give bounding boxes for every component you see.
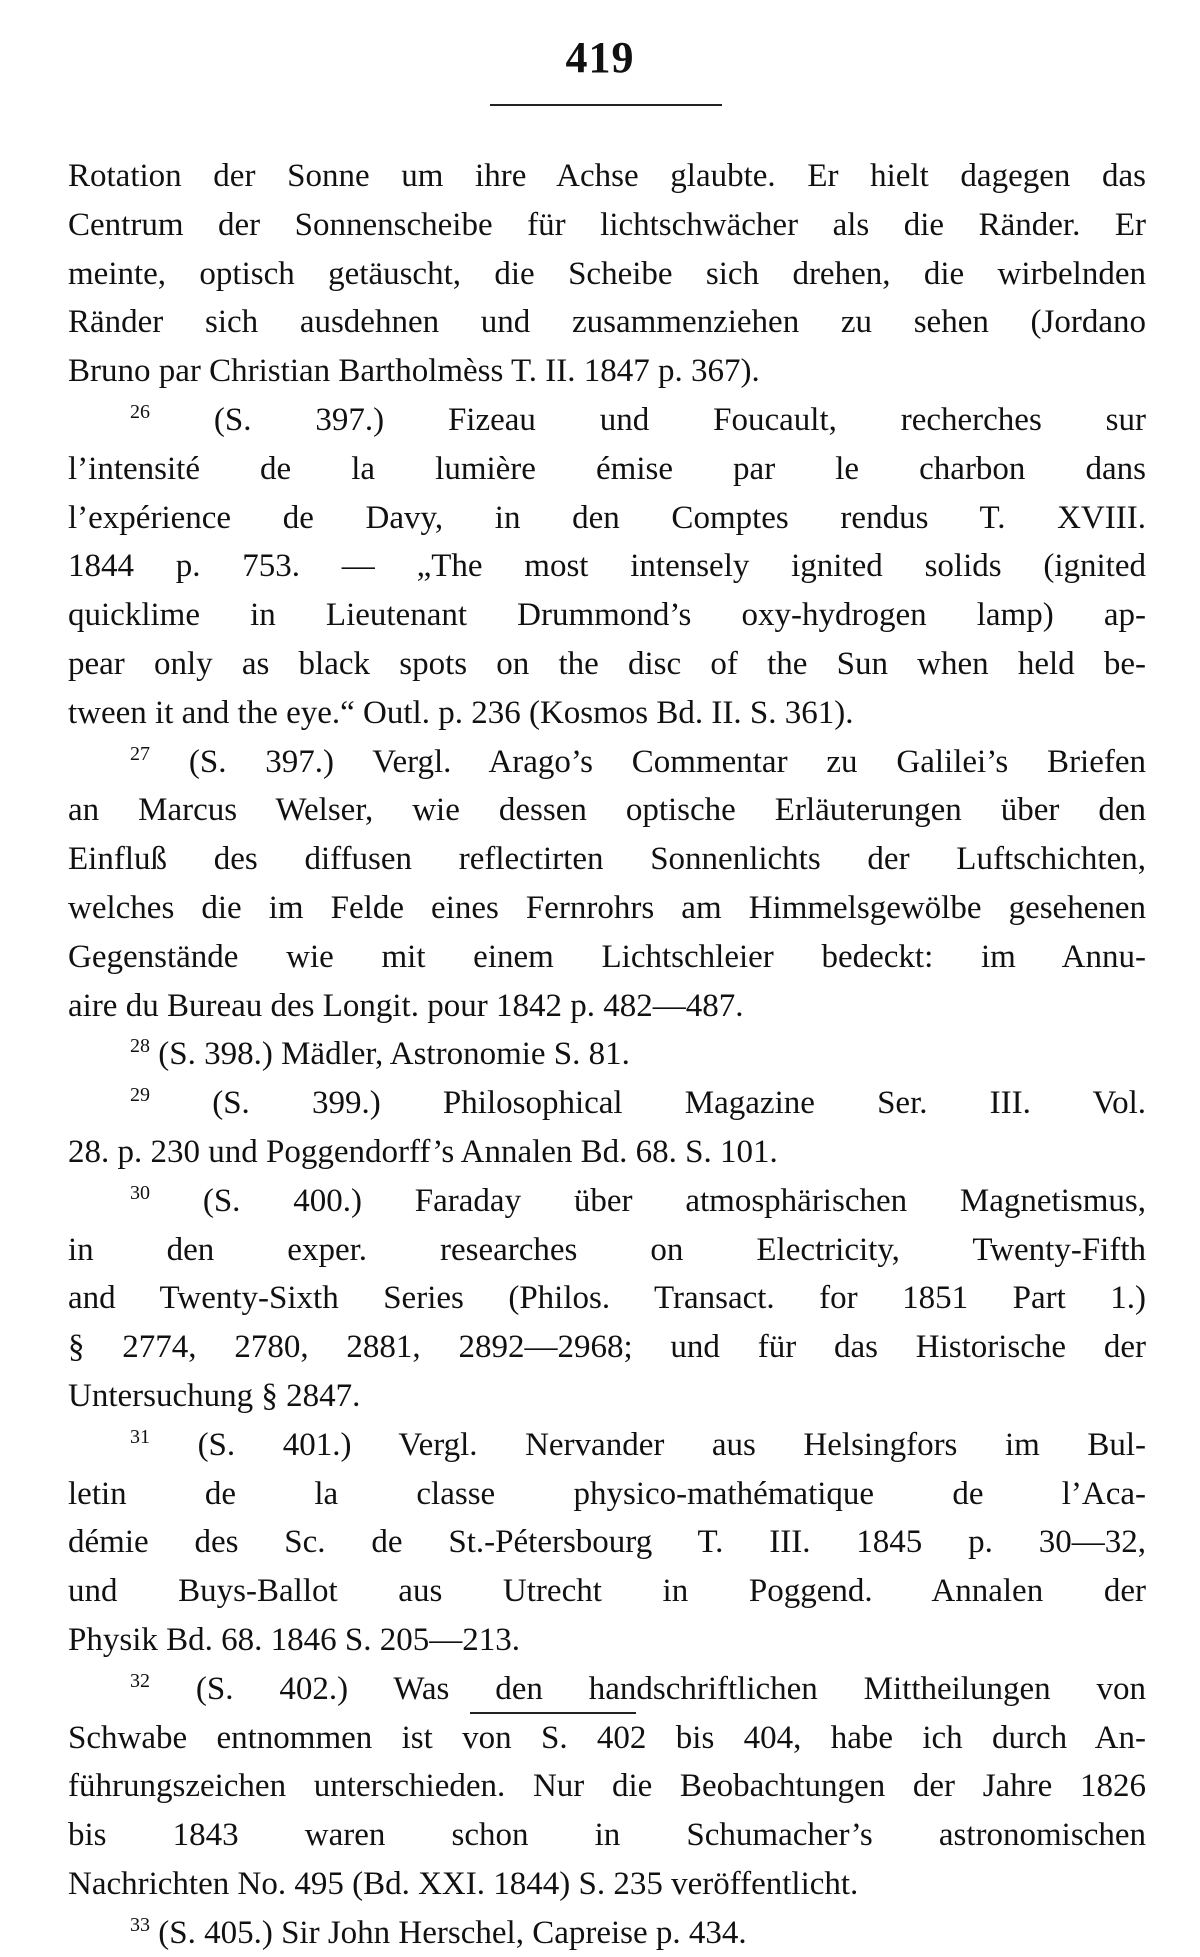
page-number: 419 — [565, 33, 635, 82]
text-line — [68, 1030, 1146, 1079]
footnote-number: 27 — [130, 742, 150, 765]
line-text: pear only as black spots on the disc of the Sun when held be- — [68, 645, 1146, 682]
line-text: Gegenstände wie mit einem Lichtschleier bedeckt: im Annu- — [68, 938, 1146, 975]
line-text: démie des Sc. de St.-Pétersbourg T. III. 1845 p. 30—32, — [68, 1524, 1146, 1561]
text-line — [68, 1128, 1146, 1177]
line-text: (S. 405.) Sir John Herschel, Capreise p. 434. — [158, 1914, 747, 1951]
line-text: letin de la classe physico-mathématique de l’Aca- — [68, 1475, 1146, 1512]
footnote-number: 32 — [130, 1669, 150, 1692]
text-line — [68, 884, 1146, 933]
line-text: and Twenty-Sixth Series (Philos. Transact. for 1851 Part 1.) — [68, 1280, 1146, 1317]
line-text: (S. 400.) Faraday über atmosphärischen Magnetismus, — [202, 1182, 1146, 1219]
text-line — [68, 689, 1146, 738]
line-text: l’expérience de Davy, in den Comptes rendus T. XVIII. — [68, 499, 1146, 536]
line-text: l’intensité de la lumière émise par le charbon dans — [68, 450, 1146, 487]
line-text: aire du Bureau des Longit. pour 1842 p. 482—487. — [68, 987, 744, 1024]
text-line — [68, 1665, 1146, 1714]
text-line — [68, 738, 1146, 787]
line-text: an Marcus Welser, wie dessen optische Erläuterungen über den — [68, 792, 1146, 829]
text-line — [68, 591, 1146, 640]
line-text: 1844 p. 753. — „The most intensely ignited solids (ignited — [68, 548, 1146, 585]
line-text: (S. 401.) Vergl. Nervander aus Helsingfors im Bul- — [197, 1426, 1146, 1463]
text-line — [68, 494, 1146, 543]
footnotes-text — [68, 152, 1146, 1957]
text-line — [68, 1274, 1146, 1323]
text-line — [68, 445, 1146, 494]
line-text: bis 1843 waren schon in Schumacher’s astronomischen — [68, 1817, 1146, 1854]
line-text: Rotation der Sonne um ihre Achse glaubte. Er hielt dagegen das — [68, 158, 1146, 194]
text-line — [68, 347, 1146, 396]
text-line — [68, 1226, 1146, 1275]
line-text: führungszeichen unterschieden. Nur die Beobachtungen der Jahre 1826 — [68, 1768, 1146, 1805]
text-line — [68, 1323, 1146, 1372]
footnote-number: 31 — [130, 1425, 150, 1448]
line-text: Ränder sich ausdehnen und zusammenziehen zu sehen (Jordano — [68, 304, 1146, 341]
line-text: und Buys-Ballot aus Utrecht in Poggend. Annalen der — [68, 1573, 1146, 1610]
text-line — [68, 1079, 1146, 1128]
line-text: § 2774, 2780, 2881, 2892—2968; und für das Historische der — [68, 1329, 1146, 1366]
text-line — [68, 201, 1146, 250]
text-line — [68, 786, 1146, 835]
line-text: (S. 397.) Vergl. Arago’s Commentar zu Galilei’s Briefen — [188, 743, 1146, 780]
footnote-number: 26 — [130, 400, 150, 423]
text-line — [68, 1811, 1146, 1860]
text-line — [68, 1762, 1146, 1811]
text-line — [68, 1909, 1146, 1957]
text-line — [68, 1470, 1146, 1519]
text-line — [68, 640, 1146, 689]
line-text: Schwabe entnommen ist von S. 402 bis 404, habe ich durch An- — [68, 1719, 1146, 1756]
line-text: 28. p. 230 und Poggendorff’s Annalen Bd. 68. S. 101. — [68, 1133, 778, 1170]
text-line — [68, 982, 1146, 1031]
line-text: (S. 399.) Philosophical Magazine Ser. III. Vol. — [212, 1085, 1146, 1122]
text-line — [68, 835, 1146, 884]
footnote-number: 29 — [130, 1084, 150, 1107]
text-line — [68, 1421, 1146, 1470]
line-text: (S. 398.) Mädler, Astronomie S. 81. — [158, 1036, 630, 1073]
line-text: meinte, optisch getäuscht, die Scheibe sich drehen, die wirbelnden — [68, 255, 1146, 292]
line-text: Physik Bd. 68. 1846 S. 205—213. — [68, 1621, 520, 1658]
text-line — [68, 152, 1146, 201]
line-text: (S. 397.) Fizeau und Foucault, recherches sur — [213, 401, 1146, 438]
text-line — [68, 396, 1146, 445]
line-text: Untersuchung § 2847. — [68, 1377, 361, 1414]
text-line — [68, 542, 1146, 591]
text-line — [68, 1372, 1146, 1421]
text-line — [68, 250, 1146, 299]
line-text: Centrum der Sonnenscheibe für lichtschwächer als die Ränder. Er — [68, 206, 1146, 243]
text-line — [68, 1616, 1146, 1665]
line-text: Nachrichten No. 495 (Bd. XXI. 1844) S. 235 veröffentlicht. — [68, 1865, 859, 1902]
text-line — [68, 298, 1146, 347]
footer-rule — [470, 1712, 636, 1714]
text-line — [68, 1567, 1146, 1616]
line-text: welches die im Felde eines Fernrohrs am Himmelsgewölbe gesehenen — [68, 889, 1146, 926]
text-line — [68, 1860, 1146, 1909]
line-text: Bruno par Christian Bartholmèss T. II. 1847 p. 367). — [68, 353, 760, 390]
line-text: quicklime in Lieutenant Drummond’s oxy-hydrogen lamp) ap- — [68, 597, 1146, 634]
text-line — [68, 1518, 1146, 1567]
footnote-number: 28 — [130, 1035, 150, 1058]
text-line — [68, 1177, 1146, 1226]
text-line — [68, 933, 1146, 982]
text-line — [68, 1714, 1146, 1763]
footnote-number: 30 — [130, 1181, 150, 1204]
line-text: in den exper. researches on Electricity, Twenty-Fifth — [68, 1231, 1146, 1268]
line-text: tween it and the eye.“ Outl. p. 236 (Kosmos Bd. II. S. 361). — [68, 694, 854, 731]
footnote-number: 33 — [130, 1913, 150, 1936]
line-text: Einfluß des diffusen reflectirten Sonnenlichts der Luftschichten, — [68, 841, 1146, 878]
line-text: (S. 402.) Was den handschriftlichen Mittheilungen von — [195, 1670, 1146, 1707]
header-rule — [490, 104, 722, 106]
